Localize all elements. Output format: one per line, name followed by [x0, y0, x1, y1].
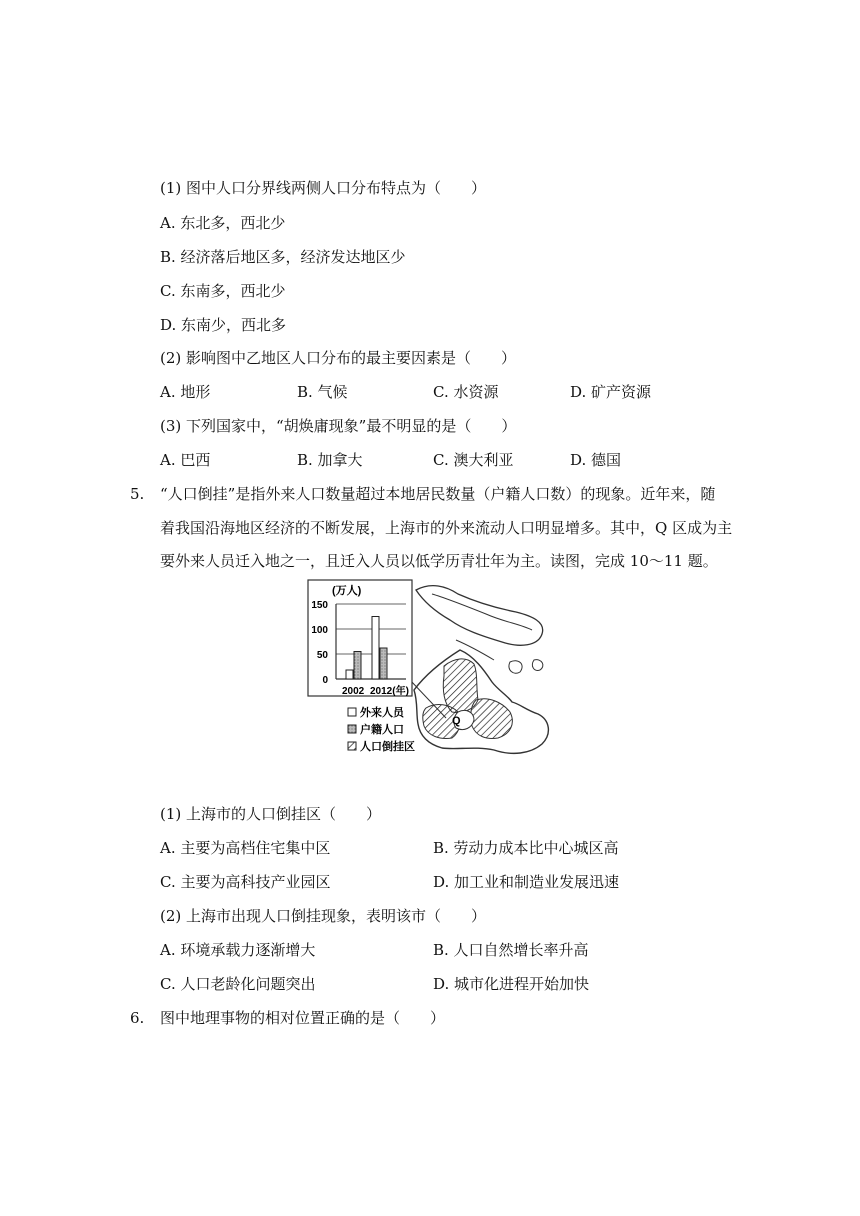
q5-stem-line-1: “人口倒挂”是指外来人口数量超过本地居民数量（户籍人口数）的现象。近年来，随	[160, 485, 716, 503]
q5-figure	[306, 578, 556, 768]
q5-stem-line-3: 要外来人员迁入地之一，且迁入人员以低学历青壮年为主。读图，完成 10～11 题。	[160, 552, 718, 570]
chart-y-tick-50: 50	[316, 650, 328, 661]
q4-sub3-option-b: B. 加拿大	[297, 451, 363, 469]
q4-sub3-stem: (3) 下列国家中，“胡焕庸现象”最不明显的是（ ）	[160, 417, 517, 435]
q4-sub3-option-a: A. 巴西	[160, 451, 211, 469]
q5-number: 5.	[130, 485, 145, 503]
map-islet-1	[509, 661, 522, 674]
q4-sub1-option-a: A. 东北多，西北少	[160, 214, 286, 232]
q5-sub2-option-c: C. 人口老龄化问题突出	[160, 975, 316, 993]
q4-sub2-option-a: A. 地形	[160, 383, 211, 401]
q5-sub1-stem: (1) 上海市的人口倒挂区（ ）	[160, 805, 382, 823]
legend-label-registered: 户籍人口	[360, 724, 404, 736]
q4-sub1-stem: (1) 图中人口分界线两侧人口分布特点为（ ）	[160, 179, 487, 197]
q5-sub1-option-c: C. 主要为高科技产业园区	[160, 873, 331, 891]
q4-sub1-option-c: C. 东南多，西北少	[160, 282, 286, 300]
legend-swatch-inversion	[348, 742, 356, 750]
map-inversion-area-east	[471, 699, 513, 739]
legend-label-migrants: 外来人员	[360, 707, 404, 719]
q4-sub2-option-c: C. 水资源	[433, 383, 499, 401]
q4-sub2-option-b: B. 气候	[297, 383, 348, 401]
q4-sub1-option-d: D. 东南少，西北多	[160, 316, 287, 334]
q5-figure-svg	[306, 578, 556, 768]
q4-sub1-option-b: B. 经济落后地区多，经济发达地区少	[160, 248, 406, 266]
map-island-lower-coast	[456, 640, 494, 660]
chart-y-tick-0: 0	[322, 675, 328, 686]
q6-number: 6.	[130, 1009, 145, 1027]
legend-label-inversion: 人口倒挂区	[360, 741, 415, 753]
q5-sub1-option-d: D. 加工业和制造业发展迅速	[433, 873, 620, 891]
q5-sub1-option-a: A. 主要为高档住宅集中区	[160, 839, 331, 857]
q6-stem: 图中地理事物的相对位置正确的是（ ）	[160, 1009, 446, 1027]
chart-y-tick-150: 150	[311, 600, 328, 611]
q5-sub1-option-b: B. 劳动力成本比中心城区高	[433, 839, 619, 857]
chart-bar-2002-series-1	[346, 670, 353, 679]
chart-x-tick-2012: 2012(年)	[370, 686, 409, 697]
chart-bar-2002-series-2	[354, 652, 361, 680]
chart-bar-2012-series-1	[372, 617, 379, 680]
chart-bar-2012-series-2	[380, 648, 387, 679]
q5-sub2-option-d: D. 城市化进程开始加快	[433, 975, 590, 993]
chart-y-unit: (万人)	[332, 585, 362, 597]
q5-sub2-stem: (2) 上海市出现人口倒挂现象，表明该市（ ）	[160, 907, 487, 925]
legend-swatch-registered	[348, 725, 356, 733]
q4-sub2-option-d: D. 矿产资源	[570, 383, 652, 401]
q5-sub2-option-b: B. 人口自然增长率升高	[433, 941, 589, 959]
map-label-q: Q	[452, 715, 461, 727]
q4-sub3-option-d: D. 德国	[570, 451, 622, 469]
q4-sub3-option-c: C. 澳大利亚	[433, 451, 514, 469]
q5-stem-line-2: 着我国沿海地区经济的不断发展，上海市的外来流动人口明显增多。其中，Q 区成为主	[160, 519, 733, 537]
chart-x-tick-2002: 2002	[342, 686, 365, 697]
q4-sub2-stem: (2) 影响图中乙地区人口分布的最主要因素是（ ）	[160, 349, 517, 367]
chart-y-tick-100: 100	[311, 625, 328, 636]
q5-sub2-option-a: A. 环境承载力逐渐增大	[160, 941, 316, 959]
map-islet-2	[532, 660, 542, 671]
legend-swatch-migrants	[348, 708, 356, 716]
